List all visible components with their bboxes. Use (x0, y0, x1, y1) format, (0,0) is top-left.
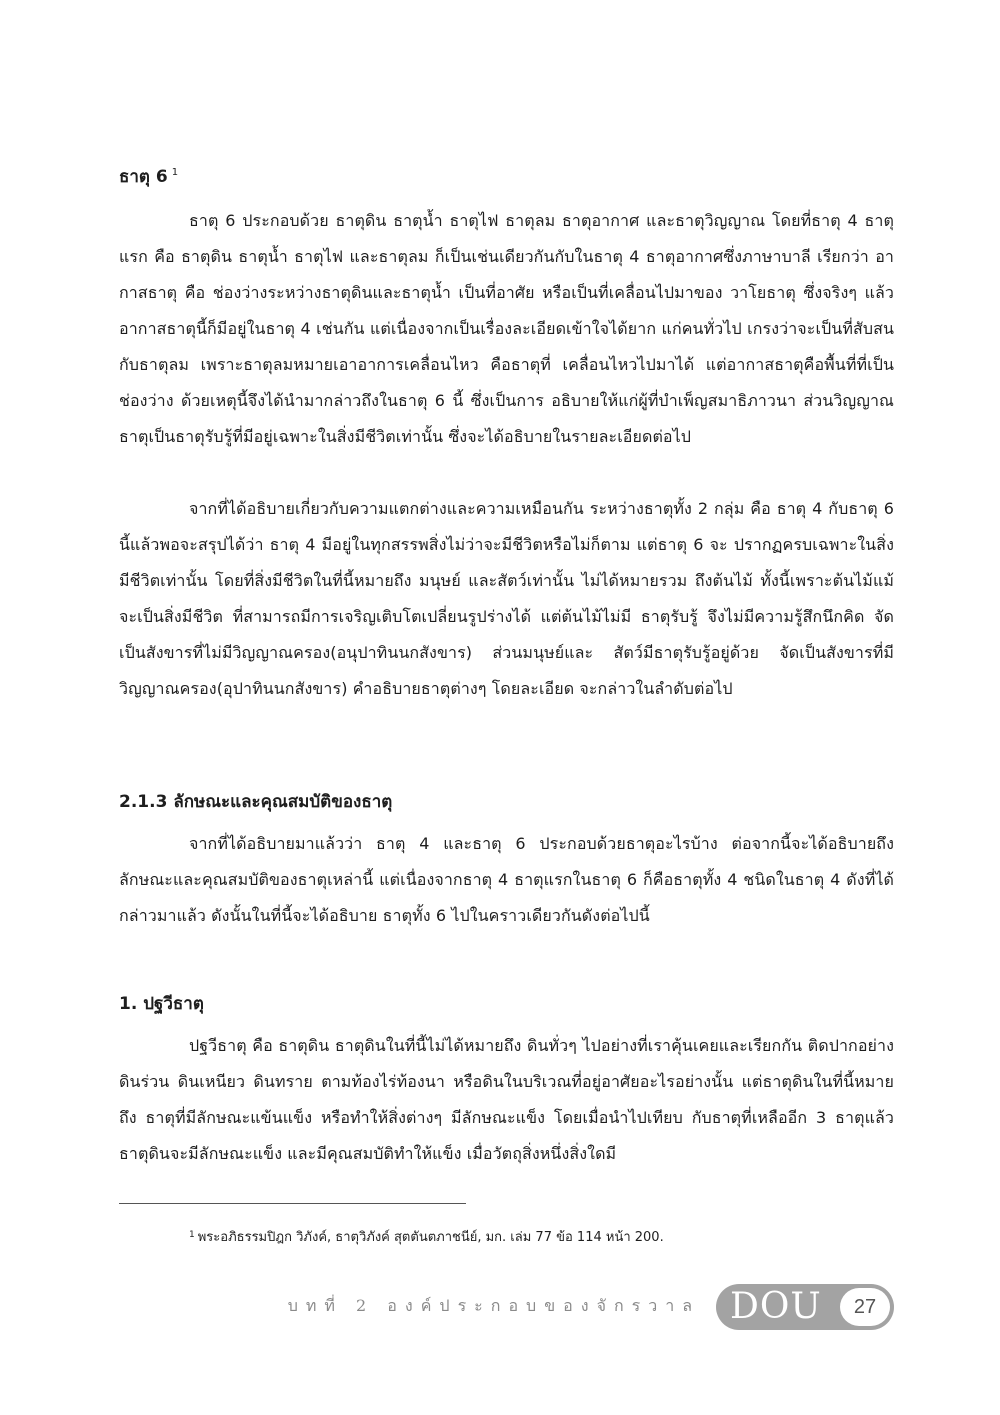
paragraph: ปฐวีธาตุ คือ ธาตุดิน ธาตุดินในที่นี้ไม่ได้หมายถึง ดินทั่วๆ ไปอย่างที่เราคุ้นเคยและเรียกกัน ติดปากอย่าง ดินร่วน ดินเหนียว ดินทราย ตามท้องไร่ท้องนา หรือดินในบริเวณที่อยู่อาศัยอะไรอย่างนั้น แต่ธาตุดินในที่นี้หมายถึง ธาตุที่มีลักษณะแข้นแข็ง หรือทำให้สิ่งต่างๆ มีลักษณะแข็ง โดยเมื่อนำไปเทียบ กับธาตุที่เหลืออีก 3 ธาตุแล้ว ธาตุดินจะมีลักษณะแข็ง และมีคุณสมบัติทำให้แข็ง เมื่อวัตถุสิ่งหนึ่งสิ่งใดมี (119, 1036, 894, 1163)
dou-logo: DOU (730, 1286, 822, 1327)
footnote-divider (119, 1203, 466, 1204)
chapter-title: บทที่ 2 องค์ประกอบของจักรวาล (287, 1296, 700, 1315)
footnote (189, 1228, 664, 1248)
paragraph: ธาตุ 6 ประกอบด้วย ธาตุดิน ธาตุน้ำ ธาตุไฟ ธาตุลม ธาตุอากาศ และธาตุวิญญาณ โดยที่ธาตุ 4 ธาตุแรก คือ ธาตุดิน ธาตุน้ำ ธาตุไฟ และธาตุลม ก็เป็นเช่นเดียวกันกับในธาตุ 4 ธาตุอากาศซึ่งภาษาบาลี เรียกว่า อากาสธาตุ คือ ช่องว่างระหว่างธาตุดินและธาตุน้ำ เป็นที่อาศัย หรือเป็นที่เคลื่อนไปมาของ วาโยธาตุ ซึ่งจริงๆ แล้วอากาสธาตุนี้ก็มีอยู่ในธาตุ 4 เช่นกัน แต่เนื่องจากเป็นเรื่องละเอียดเข้าใจได้ยาก แก่คนทั่วไป เกรงว่าจะเป็นที่สับสนกับธาตุลม เพราะธาตุลมหมายเอาอาการเคลื่อนไหว คือธาตุที่ เคลื่อนไหวไปมาได้ แต่อากาสธาตุคือพื้นที่ที่เป็นช่องว่าง ด้วยเหตุนี้จึงได้นำมากล่าวถึงในธาตุ 6 นี้ ซึ่งเป็นการ อธิบายให้แก่ผู้ที่บำเพ็ญสมาธิภาวนา ส่วนวิญญาณธาตุเป็นธาตุรับรู้ที่มีอยู่เฉพาะในสิ่งมีชีวิตเท่านั้น ซึ่งจะได้อธิบายในรายละเอียดต่อไป (119, 211, 894, 446)
page-number: 27 (840, 1288, 890, 1326)
footnote-reference[interactable]: 1 (171, 167, 179, 178)
heading-text: ธาตุ 6 (119, 167, 168, 187)
page-footer (0, 1280, 1000, 1336)
paragraph: จากที่ได้อธิบายเกี่ยวกับความแตกต่างและความเหมือนกัน ระหว่างธาตุทั้ง 2 กลุ่ม คือ ธาตุ 4 กับธาตุ 6 นี้แล้วพอจะสรุปได้ว่า ธาตุ 4 มีอยู่ในทุกสรรพสิ่งไม่ว่าจะมีชีวิตหรือไม่ก็ตาม แต่ธาตุ 6 จะ ปรากฏครบเฉพาะในสิ่งมีชีวิตเท่านั้น โดยที่สิ่งมีชีวิตในที่นี้หมายถึง มนุษย์ และสัตว์เท่านั้น ไม่ได้หมายรวม ถึงต้นไม้ ทั้งนี้เพราะต้นไม้แม้จะเป็นสิ่งมีชีวิต ที่สามารถมีการเจริญเติบโตเปลี่ยนรูปร่างได้ แต่ต้นไม้ไม่มี ธาตุรับรู้ จึงไม่มีความรู้สึกนึกคิด จัดเป็นสังขารที่ไม่มีวิญญาณครอง(อนุปาทินนกสังขาร) ส่วนมนุษย์และ สัตว์มีธาตุรับรู้อยู่ด้วย จัดเป็นสังขารที่มีวิญญาณครอง(อุปาทินนกสังขาร) คำอธิบายธาตุต่างๆ โดยละเอียด จะกล่าวในลำดับต่อไป (119, 499, 894, 698)
dou-badge (716, 1284, 894, 1330)
footnote-text: พระอภิธรรมปิฎก วิภังค์, ธาตุวิภังค์ สุตตันตภาชนีย์, มก. เล่ม 77 ข้อ 114 หน้า 200. (197, 1230, 664, 1245)
section-heading-pathavi: 1. ปฐวีธาตุ (119, 994, 204, 1014)
section-heading-dhatu-6 (119, 165, 178, 189)
section-heading-characteristics: 2.1.3 ลักษณะและคุณสมบัติของธาตุ (119, 792, 393, 812)
footnote-mark: 1 (189, 1230, 195, 1240)
document-page (119, 0, 894, 1415)
paragraph: จากที่ได้อธิบายมาแล้วว่า ธาตุ 4 และธาตุ 6 ประกอบด้วยธาตุอะไรบ้าง ต่อจากนี้จะได้อธิบายถึง ลักษณะและคุณสมบัติของธาตุเหล่านี้ แต่เนื่องจากธาตุ 4 ธาตุแรกในธาตุ 6 ก็คือธาตุทั้ง 4 ชนิดในธาตุ 4 ดังที่ได้กล่าวมาแล้ว ดังนั้นในที่นี้จะได้อธิบาย ธาตุทั้ง 6 ไปในคราวเดียวกันดังต่อไปนี้ (119, 834, 894, 925)
